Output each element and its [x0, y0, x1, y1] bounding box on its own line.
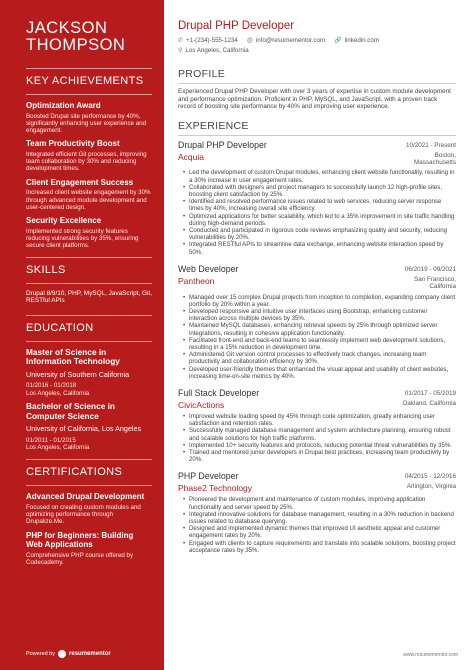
job-bullets [178, 169, 456, 255]
education-location: Los Angeles, California [26, 389, 90, 397]
contact-location [178, 47, 456, 54]
job-bullet: • Maintained MySQL databases, enhancing retrieval speeds by 25% through optimized server integrations, resulting in cohesive application functionality. [183, 322, 456, 336]
education-heading: EDUCATION [26, 321, 94, 334]
job-bullet: • Optimized applications for better scalability, which led to a 35% improvement in site traffic handling during high-demand periods. [183, 213, 456, 227]
job-location [407, 483, 456, 490]
job-bullet: • Conducted and participated in rigorous code reviews emphasizing quality and security, reducing vulnerabilities by 20%. [183, 227, 456, 241]
certification-title: Advanced Drupal Development [26, 492, 145, 502]
achievement-text: Implemented strong security features reducing vulnerabilities by 35%, ensuring secure client platforms. [26, 227, 139, 250]
achievement-title: Security Excellence [26, 216, 102, 226]
company-row [178, 400, 456, 410]
job-bullets [178, 413, 456, 463]
job-bullets [178, 496, 456, 554]
job-role: Drupal PHP Developer [178, 139, 267, 150]
certification-text: Focused on creating custom modules and optimizing performance through Drupalize.Me. [26, 503, 141, 526]
job-dates: 06/2019 - 09/2021 [404, 265, 456, 273]
powered-brand: resumementor [69, 651, 111, 657]
profile-heading: PROFILE [178, 68, 456, 84]
certifications-list [26, 492, 152, 566]
achievement-text: Integrated efficient Git processes, improving team collaboration by 30% and reducing development times. [26, 150, 147, 173]
education-dates: 01/2011 - 01/2015 [26, 436, 76, 444]
job-bullet: • Trained and mentored junior developers in Drupal best practices, increasing team productivity by 20%. [183, 449, 456, 463]
job-bullet: • Administered Git version control processes to effectively track changes, increasing team productivity and collaboration efficiency by 30%. [183, 351, 456, 365]
job-location-line1: Arlington, Virginia [406, 483, 456, 491]
job-dates: 01/2017 - 05/2019 [404, 390, 456, 397]
job-role: Full Stack Developer [178, 388, 260, 398]
job-role: Web Developer [178, 263, 239, 274]
achievements-list [26, 101, 152, 250]
achievement-title: Client Engagement Success [26, 177, 134, 187]
job-location-line1: San Francisco, [414, 275, 456, 283]
role-row [178, 264, 456, 274]
main-content [164, 0, 474, 670]
job-bullet: • Developed user-friendly themes that enhanced the visual appeal and usability of client websites, increasing time-on-site metrics by 40%. [183, 366, 456, 380]
job-role: PHP Developer [178, 471, 239, 482]
job-bullet: • Integrated RESTful APIs to streamline data exchange, enhancing website interaction speed by 50%. [183, 241, 456, 255]
achievement-title: Optimization Award [26, 101, 101, 110]
role-row [178, 140, 456, 150]
job-bullet: • Facilitated front-end and back-end teams to seamlessly implement web development solutions, resulting in a 15% reduction in development time. [183, 337, 456, 351]
linkedin-text: linkedin.com [344, 37, 380, 44]
divider [26, 459, 152, 460]
divider [26, 94, 152, 95]
job-bullet: • Pioneered the development and maintenance of custom modules, improving application functionality and server speed by 25%. [183, 496, 456, 510]
company-row [178, 276, 456, 291]
job-dates: 10/2021 - Present [405, 141, 456, 149]
education-degree: Bachelor of Science in Computer Science [26, 401, 115, 421]
education-school: University of California, Los Angeles [26, 424, 142, 434]
divider [26, 257, 152, 258]
job-location-line1: Boston, [434, 151, 456, 159]
job-bullet: • Collaborated with designers and project managers to successfully launch 12 high-profile sites, boosting client satisfaction by 25%. [183, 184, 456, 198]
job-bullet: • Engaged with clients to capture requirements and translate into scalable solutions, boosting project acceptance rates by 35%. [183, 540, 456, 554]
education-degree: Master of Science in Information Technology [26, 346, 120, 367]
job-title: Drupal PHP Developer [178, 20, 295, 32]
job-company: Acquia [178, 151, 204, 162]
experience-entry [178, 388, 456, 463]
email-text: info@resumementor.com [255, 37, 326, 44]
powered-label: Powered by [26, 651, 56, 657]
job-bullet: • Developed responsive and intuitive user interfaces using Bootstrap, enhancing customer interaction across multiple devices by 35%. [183, 308, 456, 322]
divider [26, 341, 152, 342]
experience-heading: EXPERIENCE [178, 120, 456, 136]
job-bullet: • Successfully managed database management and system architecture planning, ensuring robust and scalable solutions for high traffic platforms. [183, 427, 456, 441]
job-bullet: • Managed over 15 complex Drupal projects from inception to completion, expanding company client portfolio by 20% within a year. [183, 294, 456, 308]
job-location-line2: California [429, 283, 456, 291]
job-location-line2: Massachusetts [414, 158, 456, 166]
experience-list [178, 140, 456, 555]
job-bullet: • Led the development of custom Drupal modules, enhancing client website functionality, resulting in a 30% increase in user engagement rates. [183, 169, 456, 183]
job-bullets [178, 294, 456, 380]
contact-info [178, 37, 456, 54]
achievements-heading: KEY ACHIEVEMENTS [26, 75, 144, 87]
achievement-text: Boosted Drupal site performance by 40%, significantly enhancing user experience and engagement. [26, 112, 147, 135]
certification-title: PHP for Beginners: Building Web Applications [26, 530, 134, 550]
achievement-title: Team Productivity Boost [26, 139, 120, 149]
experience-entry [178, 140, 456, 256]
certifications-heading: CERTIFICATIONS [26, 466, 123, 479]
job-company: CivicActions [178, 400, 225, 410]
skills-heading: SKILLS [26, 263, 66, 276]
job-location-line1: Oakland, California [402, 400, 456, 407]
job-bullet: • Implemented 10+ security features and protocols, reducing potential threat vulnerabilities by 35%. [183, 442, 456, 449]
achievement-text: Increased client website engagement by 30% through advanced module development and user-centered design. [26, 189, 151, 211]
skills-text: Drupal 8/9/10, PHP, MySQL, JavaScript, Git, RESTful APIs [26, 289, 152, 305]
sidebar [0, 0, 164, 670]
job-location [402, 400, 456, 407]
education-list [26, 348, 152, 452]
link-icon: 🔗 [334, 38, 342, 44]
candidate-name [26, 20, 152, 54]
role-row [178, 388, 456, 398]
company-row [178, 483, 456, 493]
brand-logo-icon [58, 650, 66, 658]
contact-email[interactable] [247, 37, 325, 44]
experience-entry [178, 264, 456, 380]
divider [26, 283, 152, 284]
contact-phone[interactable] [178, 37, 238, 44]
job-company: Pantheon [178, 275, 215, 286]
job-company: Phase2 Technology [178, 483, 253, 494]
job-bullet: • Designed and implemented dynamic themes that improved UI aesthetic appeal and customer engagement rates by 20%. [183, 525, 456, 539]
location-text: Los Angeles, California [185, 47, 249, 54]
job-bullet: • Integrated innovative solutions for database management, resulting in a 30% reduction in backend issues related to database querying. [183, 511, 456, 525]
footer-url[interactable]: www.resumementor.com [403, 652, 458, 658]
divider [26, 485, 152, 486]
name-line-2: THOMPSON [26, 36, 126, 54]
job-location [414, 276, 456, 291]
job-bullet: • Identified and resolved performance issues related to web services, reducing server response times by 40%, increasing overall site efficiency. [183, 198, 456, 212]
phone-icon: ✆ [178, 38, 184, 44]
experience-entry [178, 471, 456, 554]
profile-text: Experienced Drupal PHP Developer with over 3 years of expertise in custom module development and performance optimization. Proficient in PHP, MySQL, and JavaScript, with a proven track record of boosting site performance by 40% and improving user experience. [178, 88, 451, 110]
job-dates: 04/2015 - 12/2016 [404, 473, 456, 481]
certification-text: Comprehensive PHP course offered by Codecademy. [26, 551, 134, 567]
divider [26, 315, 152, 316]
location-pin-icon: ⚲ [178, 48, 183, 54]
education-location: Los Angeles, California [26, 443, 90, 451]
education-dates: 01/2016 - 01/2018 [26, 382, 77, 390]
divider [26, 68, 152, 69]
phone-text: +1-(234)-555-1234 [186, 37, 238, 44]
contact-linkedin[interactable] [334, 37, 379, 44]
education-school: University of Southern California [26, 369, 130, 379]
role-row [178, 471, 456, 481]
job-location [414, 152, 456, 167]
powered-by [26, 650, 111, 658]
job-bullet: • Improved website loading speed by 45% through code optimization, greatly enhancing user satisfaction and retention rates. [183, 413, 456, 427]
at-icon: @ [246, 37, 253, 44]
company-row [178, 152, 456, 167]
name-line-1: JACKSON [26, 19, 108, 37]
